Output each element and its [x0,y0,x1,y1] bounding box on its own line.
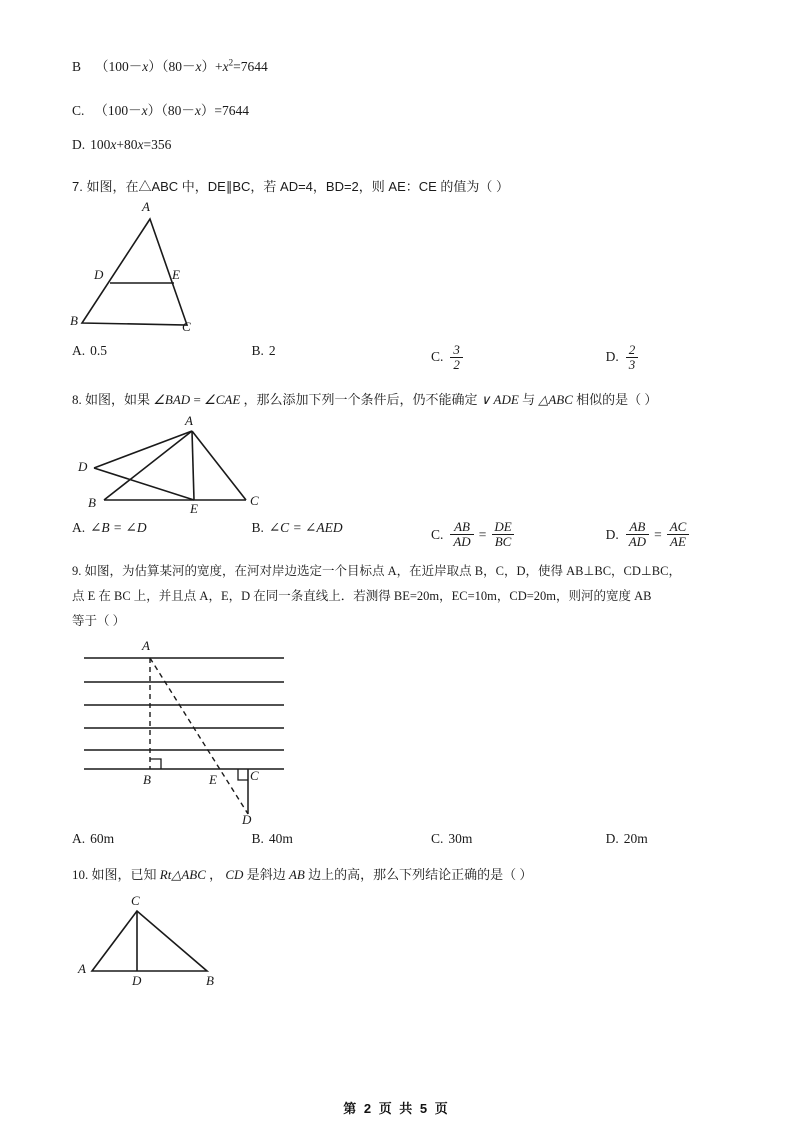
q7-label-B: B [70,312,78,328]
var-x-4: x [141,103,148,118]
q8-option-c-fraction-1 [450,520,473,549]
q8-stem-text-4: 相似的是（ ） [576,391,658,407]
q8-option-d-equation [624,520,692,549]
q9-label-D: D [242,812,252,828]
page-content [72,55,722,998]
triangle-dabc-svg [72,415,302,515]
q8-opt-d-equals: = [654,526,662,542]
expr-80: +80 [116,137,138,152]
question-9-stem-line-3: 等于（ ） [72,614,126,629]
q7-option-d-label: D. [605,349,619,365]
q8-option-d-label: D. [605,526,619,542]
q8-stem-text-2: ，那么添加下列一个条件后，仍不能确定 [243,391,478,407]
question-10-stem [72,865,722,885]
exponent-2: 2 [228,57,234,68]
q7-label-C: C [182,318,191,334]
q9-option-b-text: 40m [268,831,293,847]
q7-option-c[interactable] [431,343,606,372]
q7-option-a-label: A. [72,342,86,358]
q7-option-c-label: C. [430,349,444,365]
var-x-5: x [194,103,201,118]
q9-option-a-text: 60m [90,831,115,847]
q9-option-d-text: 20m [623,831,648,847]
expr-mid-1: ）（80－ [148,59,196,74]
q7-label-A: A [142,198,150,214]
expr-end-3: =356 [143,137,172,152]
q10-rt-abc: Rt△ABC [159,867,206,883]
q8-option-c-label: C. [430,526,444,542]
var-x-2: x [195,59,202,74]
q7-label-E: E [172,266,180,282]
var-x-6: x [110,137,117,152]
q8-angle-cae: ∠CAE [204,391,241,407]
expr-open-2: （100－ [94,103,142,118]
q8-label-B: B [88,495,96,511]
q10-label-D: D [132,972,142,988]
q7-option-c-denominator: 2 [450,357,463,372]
q7-option-b-label: B. [251,342,264,358]
q10-label-C: C [131,892,140,908]
option-c-expression [94,99,249,119]
q7-option-a-text: 0.5 [90,342,107,358]
var-x-1: x [142,59,149,74]
q9-label-B: B [143,772,151,788]
option-c-label: C. [72,103,85,118]
q9-option-b[interactable] [251,831,430,847]
question-8-figure [72,415,722,520]
q8-option-c-equation [448,520,516,549]
q10-cd: CD [225,867,244,883]
q8-option-a-label: A. [72,520,86,536]
q8-opt-d-num-2: AC [669,519,687,535]
question-9-figure [72,636,722,831]
q8-opt-c-den-1: AD [450,534,473,549]
q8-angle-bad: ∠BAD [153,391,191,407]
page-footer: 第 2 页 共 5 页 [343,1101,450,1116]
question-10-figure [72,893,722,998]
carryover-option-b [72,55,722,75]
question-7-figure [70,198,722,341]
q9-option-a-label: A. [72,831,86,847]
option-b-expression [95,55,268,75]
expr-open-1: （100－ [95,59,143,74]
q10-stem-text-1: 10. 如图，已知 [72,867,157,883]
option-d-expression [90,137,171,153]
q8-label-A: A [185,413,193,429]
q8-option-b-label: B. [251,520,264,536]
q8-equals: = [193,391,201,407]
var-x-7: x [137,137,144,152]
question-8-options [72,520,722,549]
option-b-label: B [72,59,82,74]
question-9-options [72,831,722,847]
q7-label-D: D [94,266,104,282]
q9-option-d[interactable] [606,831,722,847]
river-width-svg [72,636,322,826]
q8-triangle-ade: ∨ ADE [480,391,519,407]
expr-100: 100 [90,137,111,152]
q8-option-b-text: ∠C = ∠AED [268,520,343,536]
right-triangle-altitude-svg [72,893,272,988]
q9-option-c-text: 30m [448,831,473,847]
q7-option-d-fraction [626,343,639,372]
question-9-stem-line-2: 点 E 在 BC 上，并且点 A，E，D 在同一条直线上．若测得 BE=20m，EC=10m，CD=20m，则河的宽度 AB [72,589,652,604]
q8-stem-text-3: 与 [522,391,536,407]
q8-triangle-abc: △ABC [538,391,573,407]
q10-label-B: B [206,972,214,988]
option-d-label: D. [72,137,86,152]
question-7-stem: 7. 如图，在△ABC 中，DE∥BC，若 AD=4，BD=2，则 AE：CE 的值为（ ） [72,179,510,194]
q8-option-d[interactable] [606,520,722,549]
q10-stem-text-3: 是斜边 [246,867,286,883]
q10-stem-text-2: ， [209,867,223,883]
q10-label-A: A [78,960,86,976]
q8-option-c-fraction-2 [491,520,514,549]
q8-label-C: C [250,493,259,509]
q7-option-d-numerator: 2 [628,341,636,357]
q8-opt-c-equals: = [478,526,487,542]
expr-mid-2: ）（80－ [147,103,195,118]
q8-option-a-text: ∠B = ∠D [90,520,147,536]
q8-stem-text-1: 8. 如图，如果 [72,391,151,407]
q8-opt-d-den-2: AE [667,534,689,549]
q7-option-a[interactable] [72,343,251,359]
expr-end-1: =7644 [233,59,268,74]
q8-option-a[interactable] [72,520,251,536]
q9-option-c[interactable] [431,831,606,847]
q9-label-E: E [209,772,217,788]
q8-option-d-fraction-1 [626,520,649,549]
q9-option-b-label: B. [251,831,264,847]
q9-option-c-label: C. [430,831,444,847]
expr-end-2: ）=7644 [200,103,250,118]
question-7-options [72,343,722,372]
q9-label-C: C [250,768,259,784]
q8-opt-c-num-1: AB [454,519,470,535]
q7-option-b-text: 2 [268,342,276,358]
q10-ab: AB [288,867,305,883]
q9-option-a[interactable] [72,831,251,847]
q8-option-d-fraction-2 [667,520,690,549]
q10-stem-text-4: 边上的高，那么下列结论正确的是（ ） [308,867,533,883]
q7-option-d[interactable] [606,343,722,372]
question-8-stem [72,390,722,410]
q8-option-b[interactable] [251,520,430,536]
q8-opt-c-den-2: BC [492,534,515,549]
q8-opt-c-num-2: DE [494,519,512,535]
q8-opt-d-num-1: AB [629,519,646,535]
q7-option-b[interactable] [251,343,430,359]
q7-option-c-numerator: 3 [453,341,460,357]
q8-label-E: E [190,501,198,517]
carryover-option-c [72,99,722,119]
q8-option-c[interactable] [431,520,606,549]
q7-option-c-fraction [450,343,463,372]
expr-plus-1: ）+ [201,59,223,74]
q9-option-d-label: D. [605,831,619,847]
q9-label-A: A [142,638,150,654]
q8-opt-d-den-1: AD [626,534,649,549]
var-x-3: x [222,59,229,74]
q8-label-D: D [78,459,88,475]
question-9-stem-line-1: 9. 如图，为估算某河的宽度，在河对岸边选定一个目标点 A，在近岸取点 B，C，D，使得 AB⊥BC，CD⊥BC， [72,564,681,579]
carryover-option-d [72,137,722,153]
q7-option-d-denominator: 3 [626,357,639,372]
